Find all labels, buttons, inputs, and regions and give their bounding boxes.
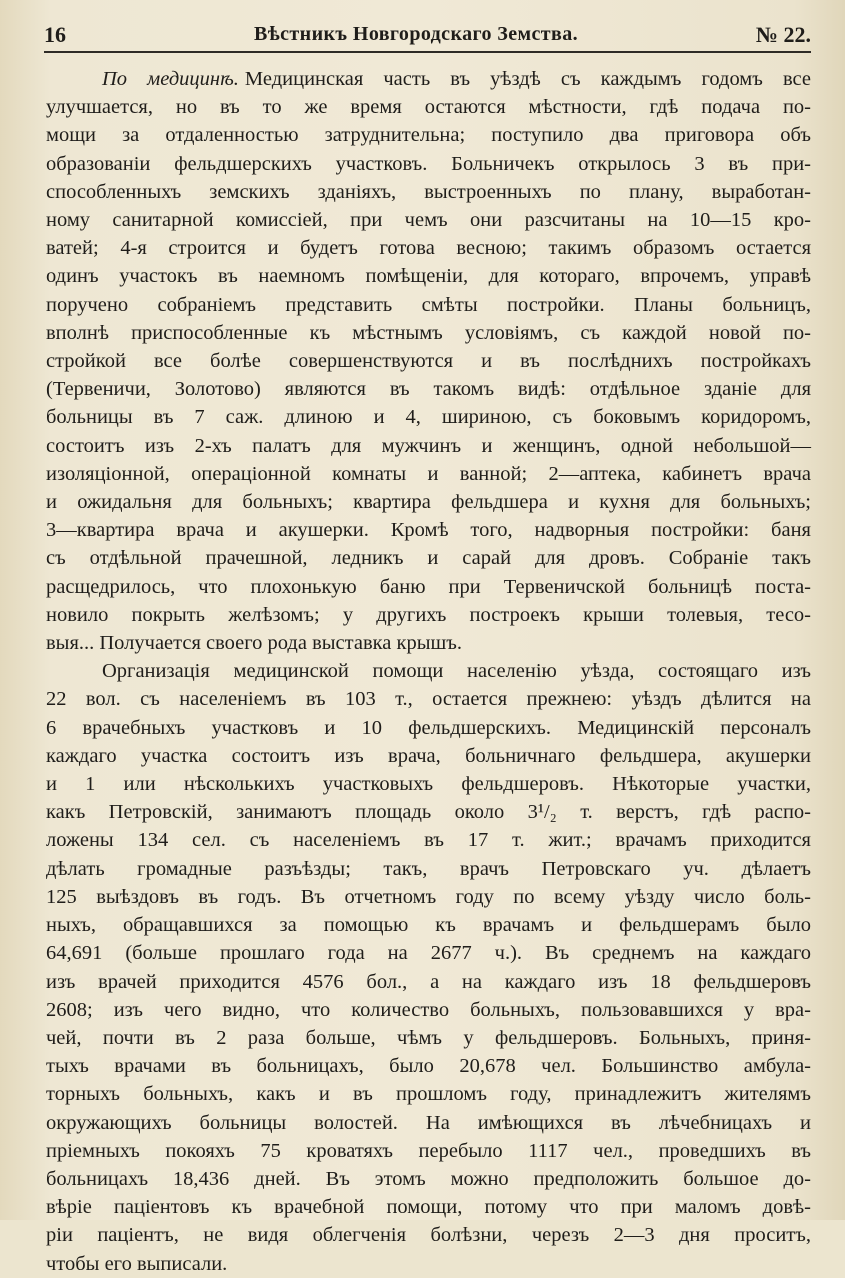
text-line [46,178,811,206]
text-line [46,883,811,911]
line-text: вполнѣ приспособленные къ мѣстнымъ условіямъ, съ каждой новой по- [46,321,811,344]
text-line [46,488,811,516]
article-body [46,65,811,1278]
line-text: изъ врачей приходится 4576 бол., а на каждаго изъ 18 фельдшеровъ [46,970,811,993]
page-header [44,22,811,52]
text-line [46,601,811,629]
text-line [46,742,811,770]
text-line [46,375,811,403]
text-line [46,1221,811,1249]
text-line [46,460,811,488]
line-text: тыхъ врачами въ больницахъ, было 20,678 чел. Большинство амбула- [46,1055,811,1078]
text-line [46,1165,811,1193]
line-text: Организація медицинской помощи населенію уѣзда, состоящаго изъ [102,660,811,683]
line-text: выя... Получается своего рода выставка крышъ. [46,632,462,655]
line-text: образованіи фельдшерскихъ участковъ. Больничекъ открылось 3 въ при- [46,152,811,175]
text-line [46,939,811,967]
text-line [46,770,811,798]
text-line [46,150,811,178]
text-line [46,291,811,319]
text-line [46,826,811,854]
text-line [46,1109,811,1137]
text-line [46,1080,811,1108]
text-line [46,206,811,234]
line-text: торныхъ больныхъ, какъ и въ прошломъ году, принадлежитъ жителямъ [46,1083,811,1106]
line-text: больницы въ 7 саж. длиною и 4, шириною, съ боковымъ коридоромъ, [46,406,811,429]
journal-title: Вѣстникъ Новгородскаго Земства. [254,23,579,45]
line-text: съ отдѣльной прачешной, ледникъ и сарай для дровъ. Собраніе такъ [46,547,811,570]
text-line [46,714,811,742]
line-text: 3—квартира врача и акушерки. Кромѣ того, надворныя постройки: баня [46,519,811,542]
text-line [46,347,811,375]
line-text: больницахъ 18,436 дней. Въ этомъ можно предположить большое до- [46,1167,811,1190]
line-text: чтобы его выписали. [46,1252,228,1275]
line-text: вѣріе паціентовъ къ врачебной помощи, потому что при маломъ довѣ- [46,1196,811,1219]
line-text: ныхъ, обращавшихся за помощью къ врачамъ и фельдшерамъ было [46,914,811,937]
text-line [46,685,811,713]
header-rule [44,51,811,53]
line-text: ному санитарной комиссіей, при чемъ они разсчитаны на 10—15 кро- [46,209,811,232]
line-text: (Тервеничи, Золотово) являются въ такомъ видѣ: отдѣльное зданіе для [46,378,811,401]
line-text: пріемныхъ покояхъ 75 кроватяхъ перебыло 1117 чел., проведшихъ въ [46,1139,811,1162]
text-line [46,855,811,883]
text-line [46,93,811,121]
issue-number: № 22. [755,22,811,47]
line-text: дѣлать громадные разъѣзды; такъ, врачъ Петровскаго уч. дѣлаетъ [46,857,811,880]
line-text: 125 выѣздовъ въ годъ. Въ отчетномъ году по всему уѣзду число боль- [46,885,811,908]
line-text: ріи паціентъ, не видя облегченія болѣзни, черезъ 2—3 дня проситъ, [46,1224,811,1247]
text-line [46,544,811,572]
text-line [46,1024,811,1052]
text-line [46,262,811,290]
line-text: 2608; изъ чего видно, что количество больныхъ, пользовавшихся у вра- [46,998,811,1021]
text-line [46,65,811,93]
section-lead: По медицинѣ. [102,68,239,90]
line-text: ложены 134 сел. съ населеніемъ въ 17 т. жит.; врачамъ приходится [46,829,811,852]
line-text: Медицинская часть въ уѣздѣ съ каждымъ годомъ все [244,68,811,90]
text-line [46,996,811,1024]
text-line [46,319,811,347]
text-line [46,234,811,262]
text-line [46,121,811,149]
line-text: 6 врачебныхъ участковъ и 10 фельдшерскихъ. Медицинскій персоналъ [46,716,811,739]
page-number: 16 [44,22,66,47]
line-text: состоитъ изъ 2-хъ палатъ для мужчинъ и женщинъ, одной небольшой— [46,434,811,457]
line-text: 64,691 (больше прошлаго года на 2677 ч.). Въ среднемъ на каждаго [46,942,811,965]
text-line [46,516,811,544]
line-text: и ожидальня для больныхъ; квартира фельдшера и кухня для больныхъ; [46,491,811,514]
line-text: одинъ участокъ въ наемномъ помѣщеніи, для котораго, впрочемъ, управѣ [46,265,811,288]
text-line [46,657,811,685]
line-text: чей, почти въ 2 раза больше, чѣмъ у фельдшеровъ. Больныхъ, приня- [46,1026,811,1049]
line-text: новило покрыть желѣзомъ; у другихъ построекъ крыши толевыя, тесо- [46,603,811,626]
line-text: ватей; 4-я строится и будетъ готова весною; такимъ образомъ остается [46,237,811,260]
text-line [46,798,811,826]
line-text: способленныхъ земскихъ зданіяхъ, выстроенныхъ по плану, выработан- [46,180,811,203]
text-line [46,629,811,657]
line-text: каждаго участка состоитъ изъ врача, больничнаго фельдшера, акушерки [46,744,811,767]
text-line [46,1052,811,1080]
line-text: поручено собраніемъ представить смѣты постройки. Планы больницъ, [46,293,811,316]
line-text: 22 вол. съ населеніемъ въ 103 т., остается прежнею: уѣздъ дѣлится на [46,688,811,711]
line-text: улучшается, но въ то же время остаются мѣстности, гдѣ подача по- [46,96,811,119]
line-text: какъ Петровскій, занимаютъ площадь около 3¹/₂ т. верстъ, гдѣ распо- [46,801,811,824]
text-line [46,968,811,996]
line-text: расщедрилось, что плохонькую баню при Тервеничской больницѣ поста- [46,575,811,598]
line-text: и 1 или нѣсколькихъ участковыхъ фельдшеровъ. Нѣкоторые участки, [46,773,811,796]
text-line [46,1193,811,1221]
line-text: окружающихъ больницы волостей. На имѣющихся въ лѣчебницахъ и [46,1111,811,1134]
text-line [46,573,811,601]
line-text: изоляціонной, операціонной комнаты и ванной; 2—аптека, кабинетъ врача [46,462,811,485]
line-text: мощи за отдаленностью затруднительна; поступило два приговора объ [46,124,811,147]
line-text: стройкой все болѣе совершенствуются и въ послѣднихъ постройкахъ [46,350,811,373]
text-line [46,911,811,939]
text-line [46,1137,811,1165]
text-line [46,432,811,460]
text-line [46,403,811,431]
text-line [46,1250,811,1278]
